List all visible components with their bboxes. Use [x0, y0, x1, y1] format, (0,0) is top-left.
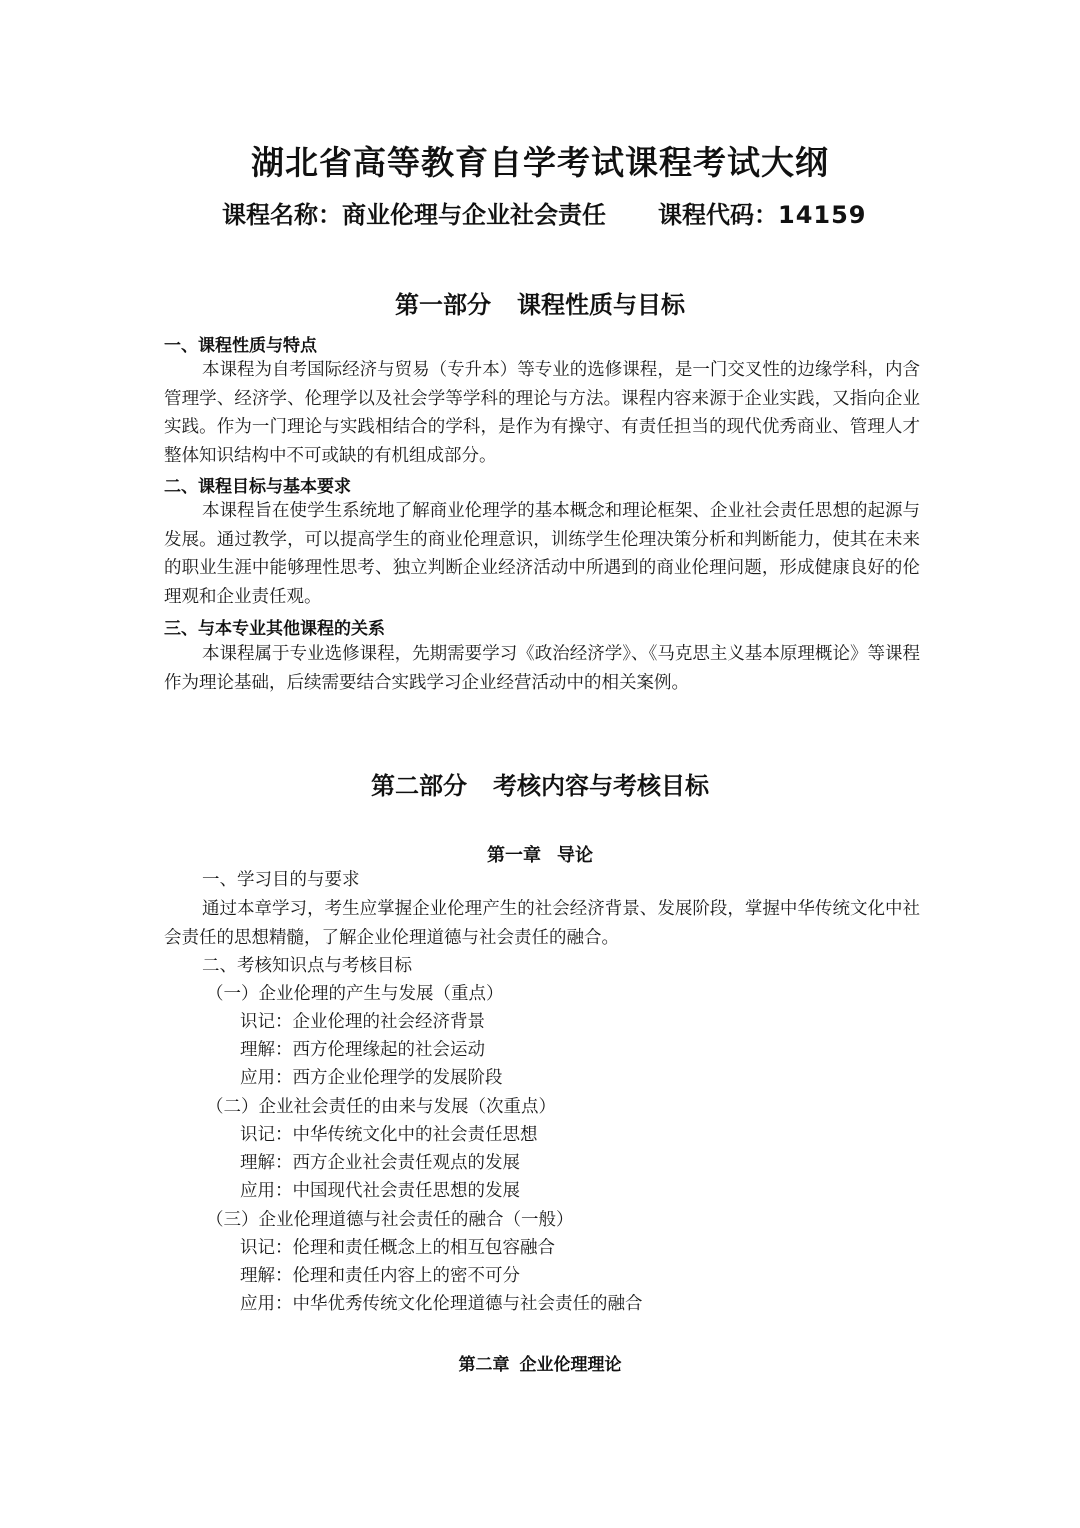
knowledge-point-title: （三）企业伦理道德与社会责任的融合（一般） [206, 1210, 574, 1230]
knowledge-point-item: 应用：中国现代社会责任思想的发展 [240, 1181, 520, 1201]
part2-heading [0, 766, 1080, 801]
knowledge-point-item: 识记：中华传统文化中的社会责任思想 [240, 1125, 538, 1145]
chapter2-heading [0, 1350, 1080, 1375]
knowledge-point-item: 应用：西方企业伦理学的发展阶段 [240, 1068, 503, 1088]
document-title: 湖北省高等教育自学考试课程考试大纲 [251, 143, 829, 182]
chapter1-number: 第一章 [487, 845, 541, 866]
section-paragraph: 本课程旨在使学生系统地了解商业伦理学的基本概念和理论框架、企业社会责任思想的起源与发展。通过教学，可以提高学生的商业伦理意识，训练学生伦理决策分析和判断能力，使其在未来的职业生涯中能够理性思考、独立判断企业经济活动中所遇到的商业伦理问题，形成健康良好的伦理观和企业责任观。 [164, 501, 920, 607]
part1-title: 课程性质与目标 [517, 291, 685, 319]
section-heading: 一、课程性质与特点 [164, 336, 317, 356]
section-heading: 三、与本专业其他课程的关系 [164, 619, 385, 639]
knowledge-point-item: 理解：西方伦理缘起的社会运动 [240, 1040, 485, 1060]
knowledge-point-item: 理解：西方企业社会责任观点的发展 [240, 1153, 520, 1173]
section-heading: 二、课程目标与基本要求 [164, 477, 351, 497]
part1-number: 第一部分 [395, 291, 491, 319]
knowledge-points-heading: 二、考核知识点与考核目标 [202, 956, 412, 976]
goal-paragraph: 通过本章学习，考生应掌握企业伦理产生的社会经济背景、发展阶段，掌握中华传统文化中社会责任的思想精髓，了解企业伦理道德与社会责任的融合。 [164, 899, 920, 948]
part2-title: 考核内容与考核目标 [493, 772, 709, 800]
course-code-label: 课程代码： [658, 201, 778, 229]
knowledge-point-item: 识记：伦理和责任概念上的相互包容融合 [240, 1238, 555, 1258]
course-info [222, 195, 867, 230]
part2-number: 第二部分 [371, 772, 467, 800]
course-name-value: 商业伦理与企业社会责任 [342, 201, 606, 229]
knowledge-point-title: （二）企业社会责任的由来与发展（次重点） [206, 1097, 556, 1117]
section-paragraph: 本课程为自考国际经济与贸易（专升本）等专业的选修课程，是一门交叉性的边缘学科，内含管理学、经济学、伦理学以及社会学等学科的理论与方法。课程内容来源于企业实践，又指向企业实践。作为一门理论与实践相结合的学科，是作为有操守、有责任担当的现代优秀商业、管理人才整体知识结构中不可或缺的有机组成部分。 [164, 360, 920, 466]
chapter1-title: 导论 [557, 845, 593, 866]
course-name-label: 课程名称： [222, 201, 342, 229]
knowledge-point-item: 应用：中华优秀传统文化伦理道德与社会责任的融合 [240, 1294, 643, 1314]
course-code-value: 14159 [778, 201, 867, 229]
goal-heading: 一、学习目的与要求 [202, 870, 360, 890]
knowledge-point-title: （一）企业伦理的产生与发展（重点） [206, 984, 504, 1004]
chapter2-number: 第二章 [458, 1355, 510, 1375]
knowledge-point-item: 理解：伦理和责任内容上的密不可分 [240, 1266, 520, 1286]
section-paragraph: 本课程属于专业选修课程，先期需要学习《政治经济学》、《马克思主义基本原理概论》等课程作为理论基础，后续需要结合实践学习企业经营活动中的相关案例。 [164, 644, 920, 693]
chapter1-heading [0, 841, 1080, 867]
chapter2-title: 企业伦理理论 [519, 1355, 622, 1375]
knowledge-point-item: 识记：企业伦理的社会经济背景 [240, 1012, 485, 1032]
part1-heading [0, 285, 1080, 320]
